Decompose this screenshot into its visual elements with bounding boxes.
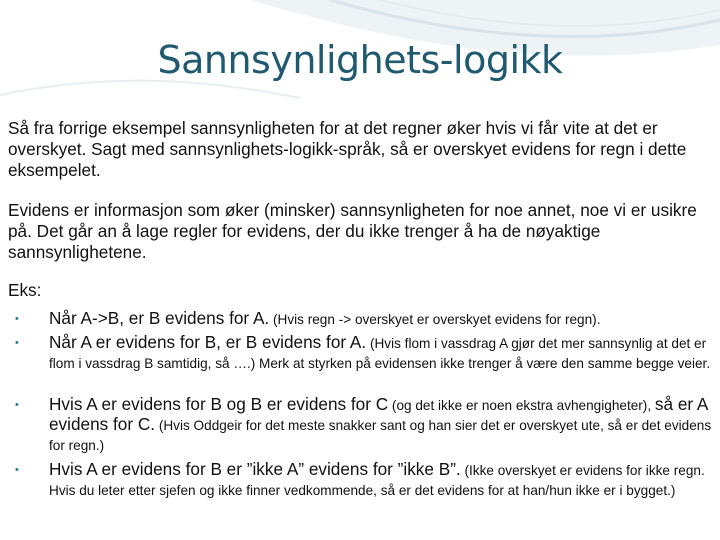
example-note: (Hvis regn -> overskyet er overskyet evidens for regn).: [269, 312, 601, 327]
list-item-text: [49, 460, 713, 500]
example-main: Hvis A er evidens for B og B er evidens for C: [49, 394, 389, 414]
list-item-text: [49, 395, 713, 455]
page-title: Sannsynlighets-logikk: [157, 38, 563, 82]
examples-label: Eks:: [8, 280, 42, 300]
bullet-icon: •: [15, 313, 19, 325]
example-note-continued: (Hvis Oddgeir for det meste snakker sant og han sier det er overskyet ute, så er det evidens for regn.): [49, 418, 712, 453]
evidence-definition-paragraph: Evidens er informasjon som øker (minsker) sannsynligheten for noe annet, noe vi er usikre på. Det går an å lage regler for evidens, der du ikke trenger å ha de nøyaktige sannsynlighetene.: [8, 200, 697, 262]
example-main: Når A->B, er B evidens for A.: [49, 308, 270, 328]
list-item-text: [49, 333, 713, 373]
example-note: (og det ikke er noen ekstra avhengigheter),: [388, 398, 655, 413]
intro-paragraph: Så fra forrige eksempel sannsynligheten for at det regner øker hvis vi får vite at det er overskyet. Sagt med sannsynlighets-logikk-språk, så er overskyet evidens for regn i dette eksempelet.: [8, 118, 687, 180]
bullet-icon: •: [15, 464, 19, 476]
example-note: (Ikke overskyet er evidens for ikke regn. Hvis du leter etter sjefen og ikke finner vedkommende, så er det evidens for at han/hun ikke er i bygget.): [49, 463, 705, 498]
bullet-icon: •: [15, 337, 19, 349]
example-main: Når A er evidens for B, er B evidens for A.: [49, 332, 367, 352]
example-note: (Hvis flom i vassdrag A gjør det mer sannsynlig at det er flom i vassdrag B samtidig, så ….) Merk at styrken på evidensen ikke trenger å være den samme begge veier.: [49, 336, 711, 371]
example-main-continued: så er A evidens for C.: [49, 394, 708, 434]
list-item-text: [49, 309, 713, 329]
example-main: Hvis A er evidens for B er ”ikke A” evidens for ”ikke B”.: [49, 459, 461, 479]
bullet-icon: •: [15, 399, 19, 411]
